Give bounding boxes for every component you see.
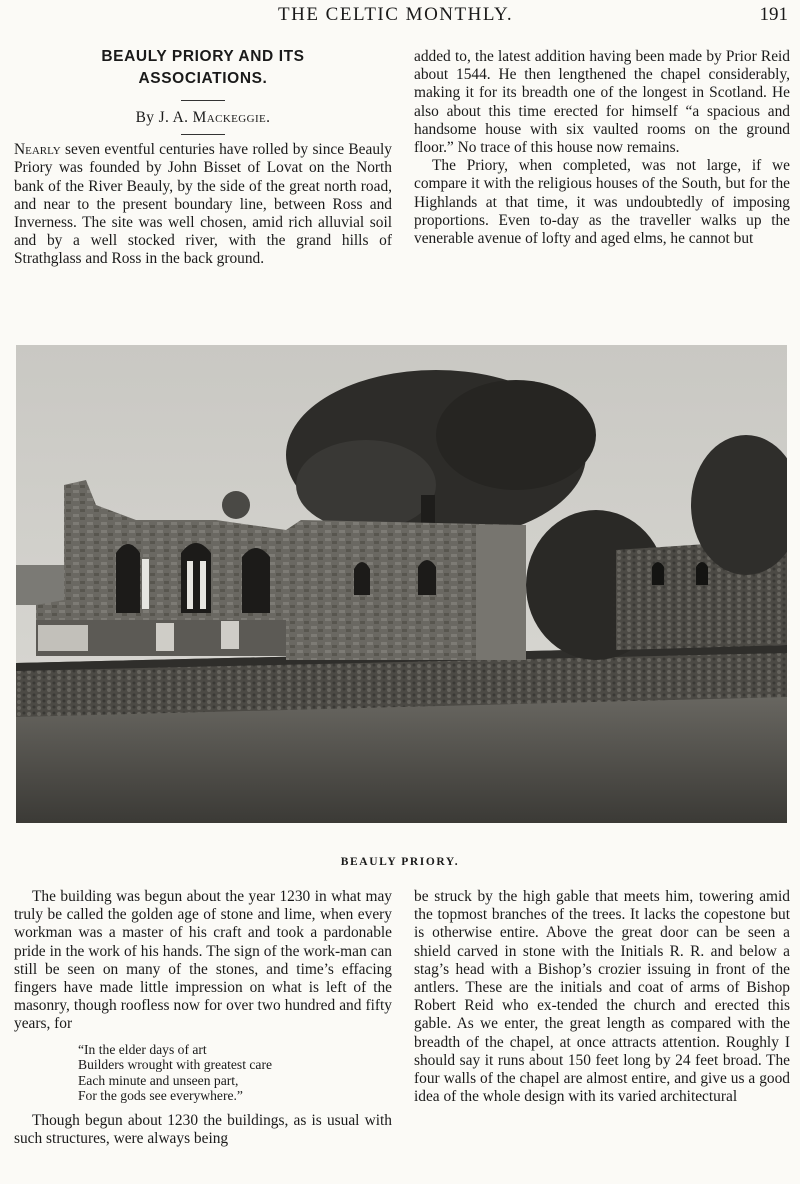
opening-text: seven eventful centuries have rolled by since Beauly Priory was founded by John Bisset of Lovat on the North bank of the River Beauly, by the side of the great north road, and near to the present boundary line, between Ross and Inverness. The site was well chosen, amid rich alluvial soil and by a well stocked river, with the grand hills of Strathglass and Ross in the back ground. [14, 141, 392, 268]
byline-prefix: By J. A. [135, 109, 189, 126]
verse-line: Each minute and unseen part, [78, 1072, 239, 1088]
column-bottom-right [414, 888, 790, 1106]
opening-word: Nearly [14, 141, 61, 159]
verse-line: Builders wrought with greatest care [78, 1057, 273, 1073]
verse-line: “In the elder days of art [78, 1041, 207, 1057]
byline-rule [181, 134, 225, 135]
byline [14, 109, 392, 127]
title-rule [181, 100, 225, 101]
article-title-line-2: ASSOCIATIONS. [138, 70, 268, 87]
figure-caption: BEAULY PRIORY. [340, 856, 460, 868]
paragraph-gable: be struck by the high gable that meets him, towering amid the topmost branches of the trees. It lacks the copestone but is otherwise entire. Above the great door can be seen a shield carved in stone with the Initials R. R. and below a stag’s head with a Bishop’s crozier issuing in front of the antlers. These are the initials and coat of arms of Bishop Robert Reid who ex-tended the church and erected this gable. As we enter, the great length as compared with the breadth of the chapel, at once attracts attention. Roughly I should say it runs about 150 feet long by 24 feet broad. The four walls of the chapel are almost entire, and give us a good idea of the whole design with its varied architectural [414, 888, 790, 1106]
paragraph-building: The building was begun about the year 1230 in what may truly be called the golden age of stone and lime, when every workman was a master of his craft and took a pardonable pride in the work of his hands. The sign of the work-man can still be seen on many of the stones, and time’s effacing fingers have made little impression on what is left of the masonry, though roofless now for over two hundred and fifty years, for [14, 888, 392, 1033]
paragraph-continued: added to, the latest addition having been made by Prior Reid about 1544. He then lengthened the chapel considerably, making it for its breadth one of the longest in Scotland. He also about this time erected for himself “a spacious and handsome house with six vaulted rooms on the ground floor.” No trace of this house now remains. [414, 48, 790, 157]
priory-photograph [16, 345, 787, 823]
running-head [0, 0, 800, 28]
page-number: 191 [759, 4, 788, 25]
verse-line: For the gods see everywhere.” [78, 1088, 243, 1104]
byline-name: Mackeggie. [192, 109, 271, 126]
article-title-line-1: BEAULY PRIORY AND ITS [101, 48, 305, 65]
paragraph-opening [14, 141, 392, 268]
column-top-right [414, 48, 790, 248]
article-title [14, 46, 392, 90]
paragraph-priory-size: The Priory, when completed, was not large, if we compare it with the religious houses of the South, but for the Highlands at that time, it was undoubtedly of imposing proportions. Even to-day as the traveller walks up the venerable avenue of lofty and aged elms, he cannot but [414, 157, 790, 248]
paragraph-begun: Though begun about 1230 the buildings, as is usual with such structures, were always being [14, 1112, 392, 1148]
running-title: THE CELTIC MONTHLY. [278, 4, 514, 25]
column-bottom-left [14, 888, 392, 1148]
verse-quote [78, 1042, 392, 1104]
column-top-left [14, 46, 392, 269]
